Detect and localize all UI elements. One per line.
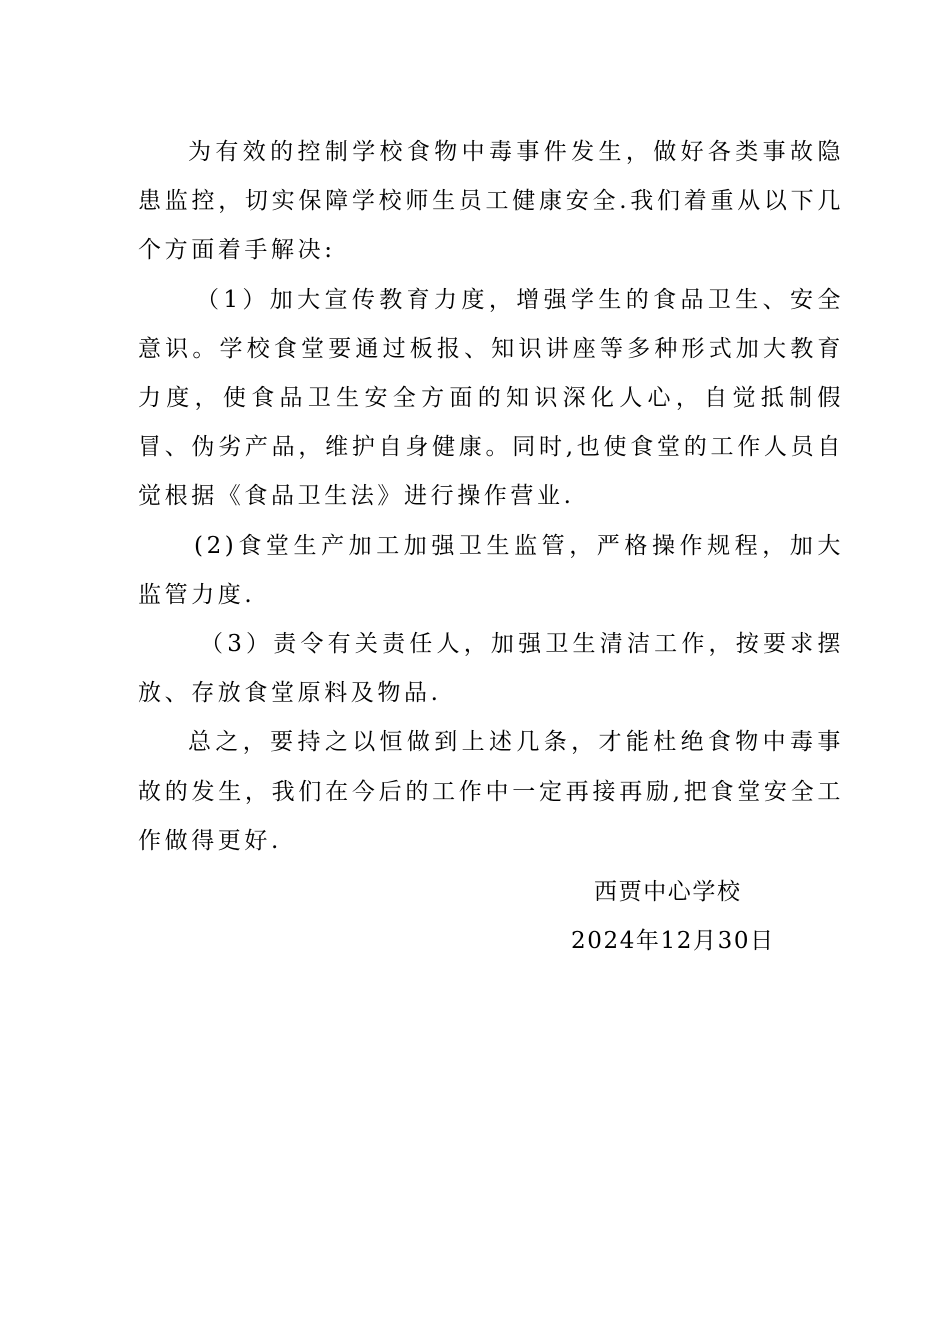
signature-block — [138, 868, 844, 966]
paragraph-conclusion: 总之，要持之以恒做到上述几条，才能杜绝食物中毒事故的发生，我们在今后的工作中一定再接再励,把食堂安全工作做得更好. — [138, 729, 844, 854]
paragraph-measure-1: （1）加大宣传教育力度，增强学生的食品卫生、安全意识。学校食堂要通过板报、知识讲座等多种形式加大教育力度，使食品卫生安全方面的知识深化人心，自觉抵制假冒、伪劣产品，维护自身健康。同时,也使食堂的工作人员自觉根据《食品卫生法》进行操作营业. — [138, 286, 844, 510]
paragraph-measure-2: (2)食堂生产加工加强卫生监管，严格操作规程，加大监管力度. — [138, 532, 844, 608]
signature-date: 2024年12月30日 — [571, 928, 775, 955]
paragraph-intro: 为有效的控制学校食物中毒事件发生，做好各类事故隐患监控，切实保障学校师生员工健康安全.我们着重从以下几个方面着手解决: — [138, 139, 844, 264]
paragraph-measure-3: （3）责令有关责任人，加强卫生清洁工作，按要求摆放、存放食堂原料及物品. — [138, 631, 844, 707]
document-body — [138, 128, 844, 866]
signature-organization: 西贾中心学校 — [594, 879, 742, 905]
